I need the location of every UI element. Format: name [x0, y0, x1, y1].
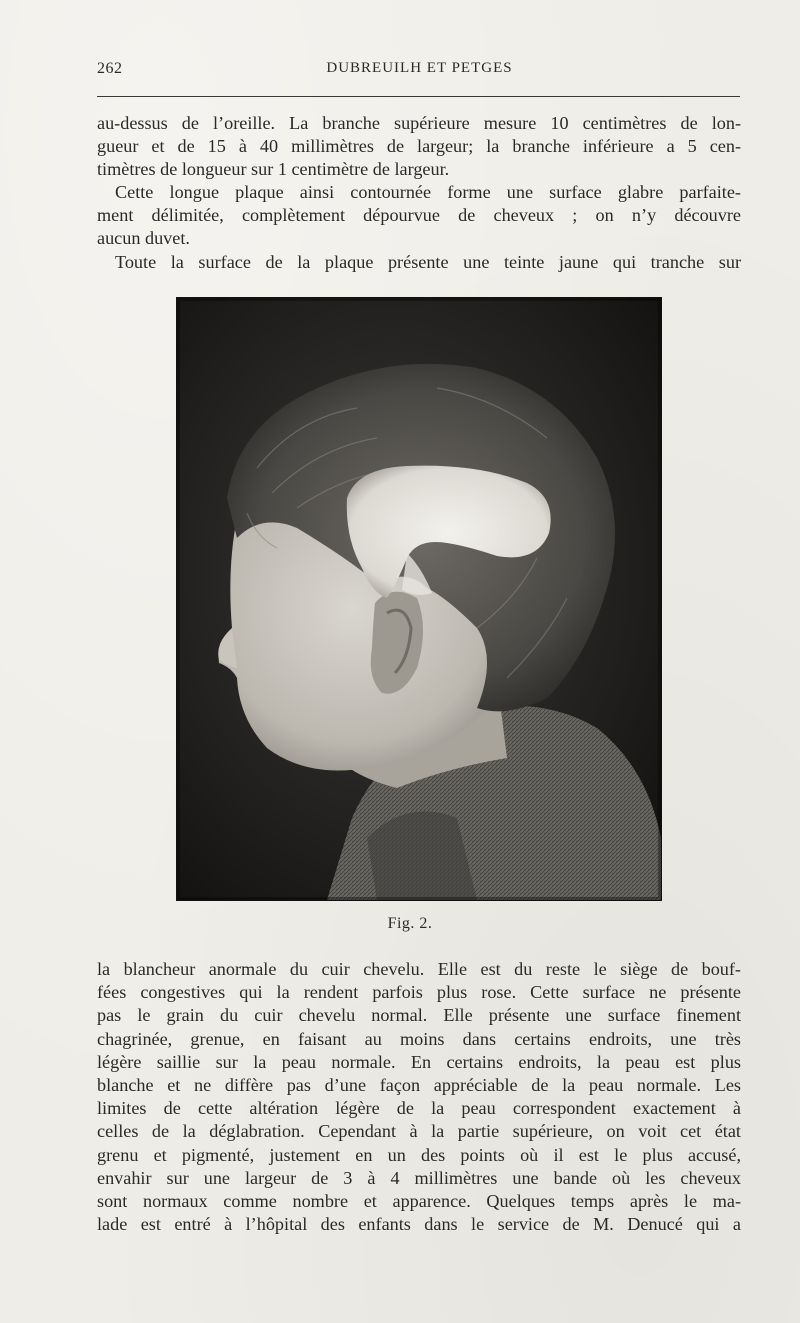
- figure-caption: Fig. 2.: [387, 915, 433, 932]
- text-line: pas le grain du cuir chevelu normal. Elle présente une surface finement: [97, 1005, 741, 1026]
- text-line: sont normaux comme nombre et apparence. Quelques temps après le ma-: [97, 1191, 741, 1212]
- text-line: gueur et de 15 à 40 millimètres de largeur; la branche inférieure a 5 cen-: [97, 136, 741, 157]
- text-line: timètres de longueur sur 1 centimètre de largeur.: [97, 159, 450, 180]
- paragraph-2: [97, 181, 741, 251]
- text-line: Toute la surface de la plaque présente une teinte jaune qui tranche sur: [115, 252, 741, 272]
- text-line: celles de la déglabration. Cependant à la partie supérieure, on voit cet état: [97, 1121, 741, 1142]
- text-line: aucun duvet.: [97, 228, 190, 249]
- text-line: blanche et ne diffère pas d’une façon appréciable de la peau normale. Les: [97, 1075, 741, 1096]
- text-line: grenu et pigmenté, justement en un des points où il est le plus accusé,: [97, 1144, 741, 1165]
- text-line: au-dessus de l’oreille. La branche supérieure mesure 10 centimètres de lon-: [97, 113, 741, 133]
- running-title: DUBREUILH ET PETGES: [326, 60, 513, 76]
- paragraph-3-continued: [97, 958, 741, 1236]
- figure-photograph: [176, 297, 662, 901]
- text-line: limites de cette altération légère de la peau correspondent exactement à: [97, 1098, 741, 1119]
- running-head: [97, 60, 742, 82]
- header-rule: [97, 96, 740, 97]
- photograph-image: [177, 298, 661, 900]
- text-line: fées congestives qui la rendent parfois plus rose. Cette surface ne présente: [97, 982, 741, 1003]
- paragraph-1: [97, 112, 741, 182]
- text-line: légère saillie sur la peau normale. En certains endroits, la peau est plus: [97, 1051, 741, 1072]
- text-line: la blancheur anormale du cuir chevelu. Elle est du reste le siège de bouf-: [97, 959, 741, 979]
- text-line: ment délimitée, complètement dépourvue de cheveux ; on n’y découvre: [97, 205, 741, 226]
- text-line: envahir sur une largeur de 3 à 4 millimètres une bande où les cheveux: [97, 1167, 741, 1188]
- page-number: 262: [97, 60, 123, 77]
- text-line: Cette longue plaque ainsi contournée forme une surface glabre parfaite-: [115, 182, 741, 202]
- text-line: chagrinée, grenue, en faisant au moins dans certains endroits, une très: [97, 1028, 741, 1049]
- text-line: lade est entré à l’hôpital des enfants dans le service de M. Denucé qui a: [97, 1214, 741, 1235]
- paragraph-3: [97, 251, 741, 274]
